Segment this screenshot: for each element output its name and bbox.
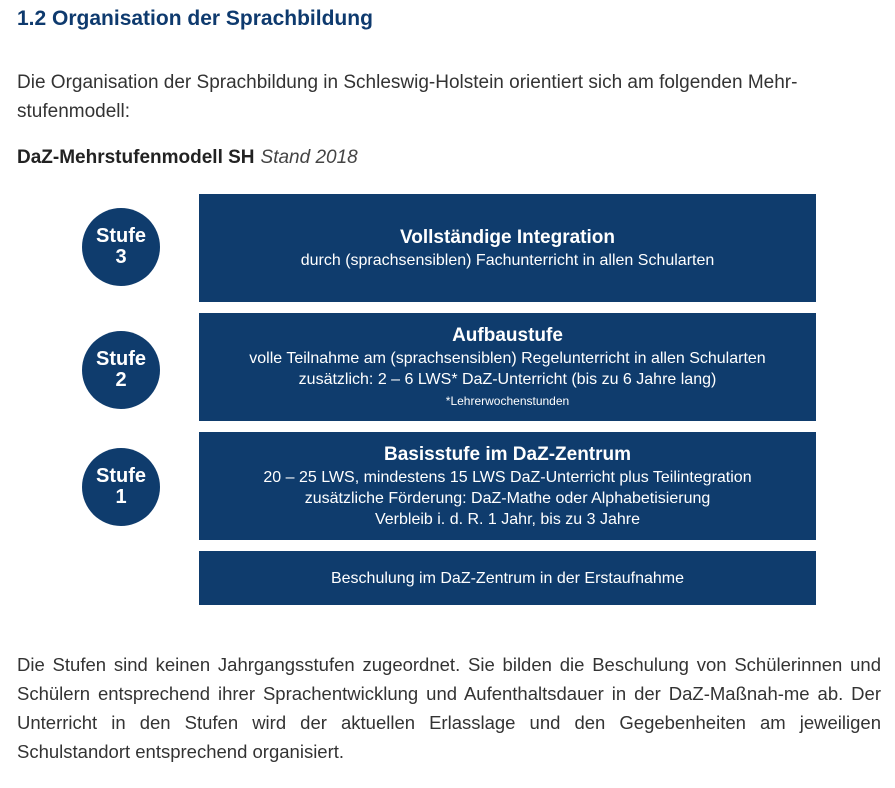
stage-1-box (199, 432, 816, 540)
stage-2-footnote: *Lehrerwochenstunden (445, 394, 570, 408)
stage-word: Stufe (96, 465, 146, 487)
stage-1-line: 20 – 25 LWS, mindestens 15 LWS DaZ-Unterricht plus Teilintegration (263, 468, 752, 486)
stage-2-title: Aufbaustufe (452, 325, 563, 346)
stage-1-badge (82, 448, 160, 526)
stage-word: Stufe (96, 225, 146, 247)
stage-number: 2 (115, 369, 127, 391)
stage-number: 3 (115, 246, 127, 268)
stage-3-line: durch (sprachsensiblen) Fachunterricht in allen Schularten (300, 251, 715, 269)
stage-3-box (199, 194, 816, 302)
model-date: Stand 2018 (260, 147, 358, 168)
stage-1-title: Basisstufe im DaZ-Zentrum (383, 443, 632, 465)
stage-3-badge (82, 208, 160, 286)
model-title-text: DaZ-Mehrstufenmodell SH (17, 147, 255, 168)
stage-2-line: volle Teilnahme am (sprachsensiblen) Regelunterricht in allen Schularten (249, 350, 766, 367)
stage-1-line: Verbleib i. d. R. 1 Jahr, bis zu 3 Jahre (374, 510, 641, 528)
intro-paragraph: Die Organisation der Sprachbildung in Schleswig-Holstein orientiert sich am folgenden Mehr-stufenmodell: (17, 72, 798, 122)
stage-2-badge (82, 331, 160, 409)
section-heading: 1.2 Organisation der Sprachbildung (17, 7, 373, 30)
base-box-text: Beschulung im DaZ-Zentrum in der Erstaufnahme (330, 569, 685, 587)
stage-1-line: zusätzliche Förderung: DaZ-Mathe oder Alphabetisierung (304, 489, 711, 507)
outro-paragraph: Die Stufen sind keinen Jahrgangsstufen zugeordnet. Sie bilden die Beschulung von Schülerinnen und Schülern entsprechend ihrer Sprachentwicklung und Aufenthaltsdauer in der DaZ-Maßnah-me ab. Der Unterricht in den Stufen wird der aktuellen Erlasslage und den Gegebenheiten am jeweiligen Schulstandort entsprechend organisiert. (17, 654, 881, 762)
base-box (199, 551, 816, 605)
stage-number: 1 (115, 486, 127, 508)
stage-2-box (199, 313, 816, 421)
stage-word: Stufe (96, 348, 146, 370)
stage-3-title: Vollständige Integration (400, 226, 615, 248)
model-title (17, 147, 358, 169)
stage-2-line: zusätzlich: 2 – 6 LWS* DaZ-Unterricht (bis zu 6 Jahre lang) (298, 371, 717, 388)
